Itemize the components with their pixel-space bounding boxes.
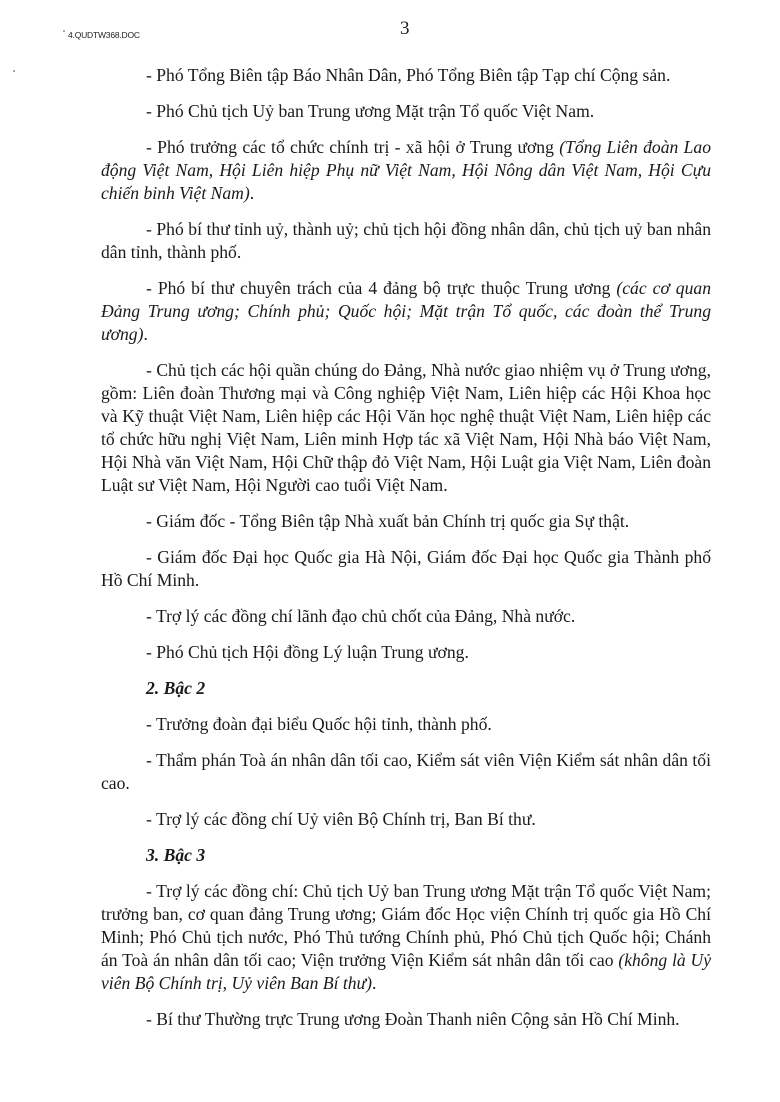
- section-heading: [101, 677, 711, 700]
- italic-note: (các cơ quan Đảng Trung ương; Chính phủ; Quốc hội; Mặt trận Tổ quốc, các đoàn thể Trung ương): [101, 278, 711, 344]
- paragraph-text: - Trợ lý các đồng chí Uỷ viên Bộ Chính trị, Ban Bí thư.: [146, 809, 536, 829]
- paragraph-text: - Phó trưởng các tổ chức chính trị - xã hội ở Trung ương: [146, 137, 560, 157]
- italic-note: (Tổng Liên đoàn Lao động Việt Nam, Hội Liên hiệp Phụ nữ Việt Nam, Hội Nông dân Việt Nam, Hội Cựu chiến binh Việt Nam): [101, 137, 711, 203]
- paragraph-text: - Trợ lý các đồng chí: Chủ tịch Uỷ ban Trung ương Mặt trận Tổ quốc Việt Nam; trưởng ban, cơ quan đảng Trung ương; Giám đốc Học viện Chính trị quốc gia Hồ Chí Minh; Phó Chủ tịch nước, Phó Thủ tướng Chính phủ, Phó Chủ tịch Quốc hội; Chánh án Toà án nhân dân tối cao; Viện trưởng Viện Kiểm sát nhân dân tối cao: [101, 881, 711, 970]
- paragraph-text: - Giám đốc Đại học Quốc gia Hà Nội, Giám đốc Đại học Quốc gia Thành phố Hồ Chí Minh.: [101, 547, 711, 590]
- list-item-paragraph: [101, 277, 711, 346]
- document-body: [101, 64, 711, 1044]
- paragraph-text: - Bí thư Thường trực Trung ương Đoàn Thanh niên Cộng sản Hồ Chí Minh.: [146, 1009, 680, 1029]
- paragraph-text: .: [249, 183, 255, 203]
- paragraph-text: - Giám đốc - Tổng Biên tập Nhà xuất bản Chính trị quốc gia Sự thật.: [146, 511, 630, 531]
- list-item-paragraph: [101, 359, 711, 497]
- paragraph-text: - Trợ lý các đồng chí lãnh đạo chủ chốt của Đảng, Nhà nước.: [146, 606, 576, 626]
- paragraph-text: - Trưởng đoàn đại biểu Quốc hội tỉnh, thành phố.: [146, 714, 492, 734]
- paragraph-text: - Phó bí thư tỉnh uỷ, thành uỷ; chủ tịch hội đồng nhân dân, chủ tịch uỷ ban nhân dân tỉnh, thành phố.: [101, 219, 711, 262]
- list-item-paragraph: [101, 546, 711, 592]
- italic-note: (không là Uỷ viên Bộ Chính trị, Uỷ viên Ban Bí thư): [101, 950, 711, 993]
- list-item-paragraph: [101, 100, 711, 123]
- list-item-paragraph: [101, 880, 711, 995]
- document-filename: 4.QUDTW368.DOC: [68, 30, 140, 40]
- list-item-paragraph: [101, 713, 711, 736]
- page-number: 3: [400, 18, 410, 39]
- list-item-paragraph: [101, 808, 711, 831]
- paragraph-text: - Chủ tịch các hội quần chúng do Đảng, Nhà nước giao nhiệm vụ ở Trung ương, gồm: Liên đoàn Thương mại và Công nghiệp Việt Nam, Liên hiệp các Hội Khoa học và Kỹ thuật Việt Nam, Liên hiệp các Hội Văn học nghệ thuật Việt Nam, Liên hiệp các tổ chức hữu nghị Việt Nam, Liên minh Hợp tác xã Việt Nam, Hội Nhà báo Việt Nam, Hội Nhà văn Việt Nam, Hội Chữ thập đỏ Việt Nam, Hội Luật gia Việt Nam, Liên đoàn Luật sư Việt Nam, Hội Người cao tuổi Việt Nam.: [101, 360, 711, 495]
- scan-speck: [13, 70, 15, 72]
- list-item-paragraph: [101, 218, 711, 264]
- paragraph-text: - Phó Tổng Biên tập Báo Nhân Dân, Phó Tổng Biên tập Tạp chí Cộng sản.: [146, 65, 671, 85]
- list-item-paragraph: [101, 641, 711, 664]
- list-item-paragraph: [101, 64, 711, 87]
- paragraph-text: .: [372, 973, 377, 993]
- paragraph-text: 3. Bậc 3: [146, 845, 206, 865]
- list-item-paragraph: [101, 136, 711, 205]
- section-heading: [101, 844, 711, 867]
- list-item-paragraph: [101, 510, 711, 533]
- paragraph-text: 2. Bậc 2: [146, 678, 206, 698]
- list-item-paragraph: [101, 1008, 711, 1031]
- paragraph-text: - Thẩm phán Toà án nhân dân tối cao, Kiểm sát viên Viện Kiểm sát nhân dân tối cao.: [101, 750, 711, 793]
- list-item-paragraph: [101, 605, 711, 628]
- paragraph-text: - Phó Chủ tịch Hội đồng Lý luận Trung ương.: [146, 642, 469, 662]
- paragraph-text: - Phó Chủ tịch Uỷ ban Trung ương Mặt trận Tổ quốc Việt Nam.: [146, 101, 595, 121]
- list-item-paragraph: [101, 749, 711, 795]
- scan-speck: [63, 30, 65, 32]
- paragraph-text: .: [143, 324, 148, 344]
- paragraph-text: - Phó bí thư chuyên trách của 4 đảng bộ trực thuộc Trung ương: [146, 278, 617, 298]
